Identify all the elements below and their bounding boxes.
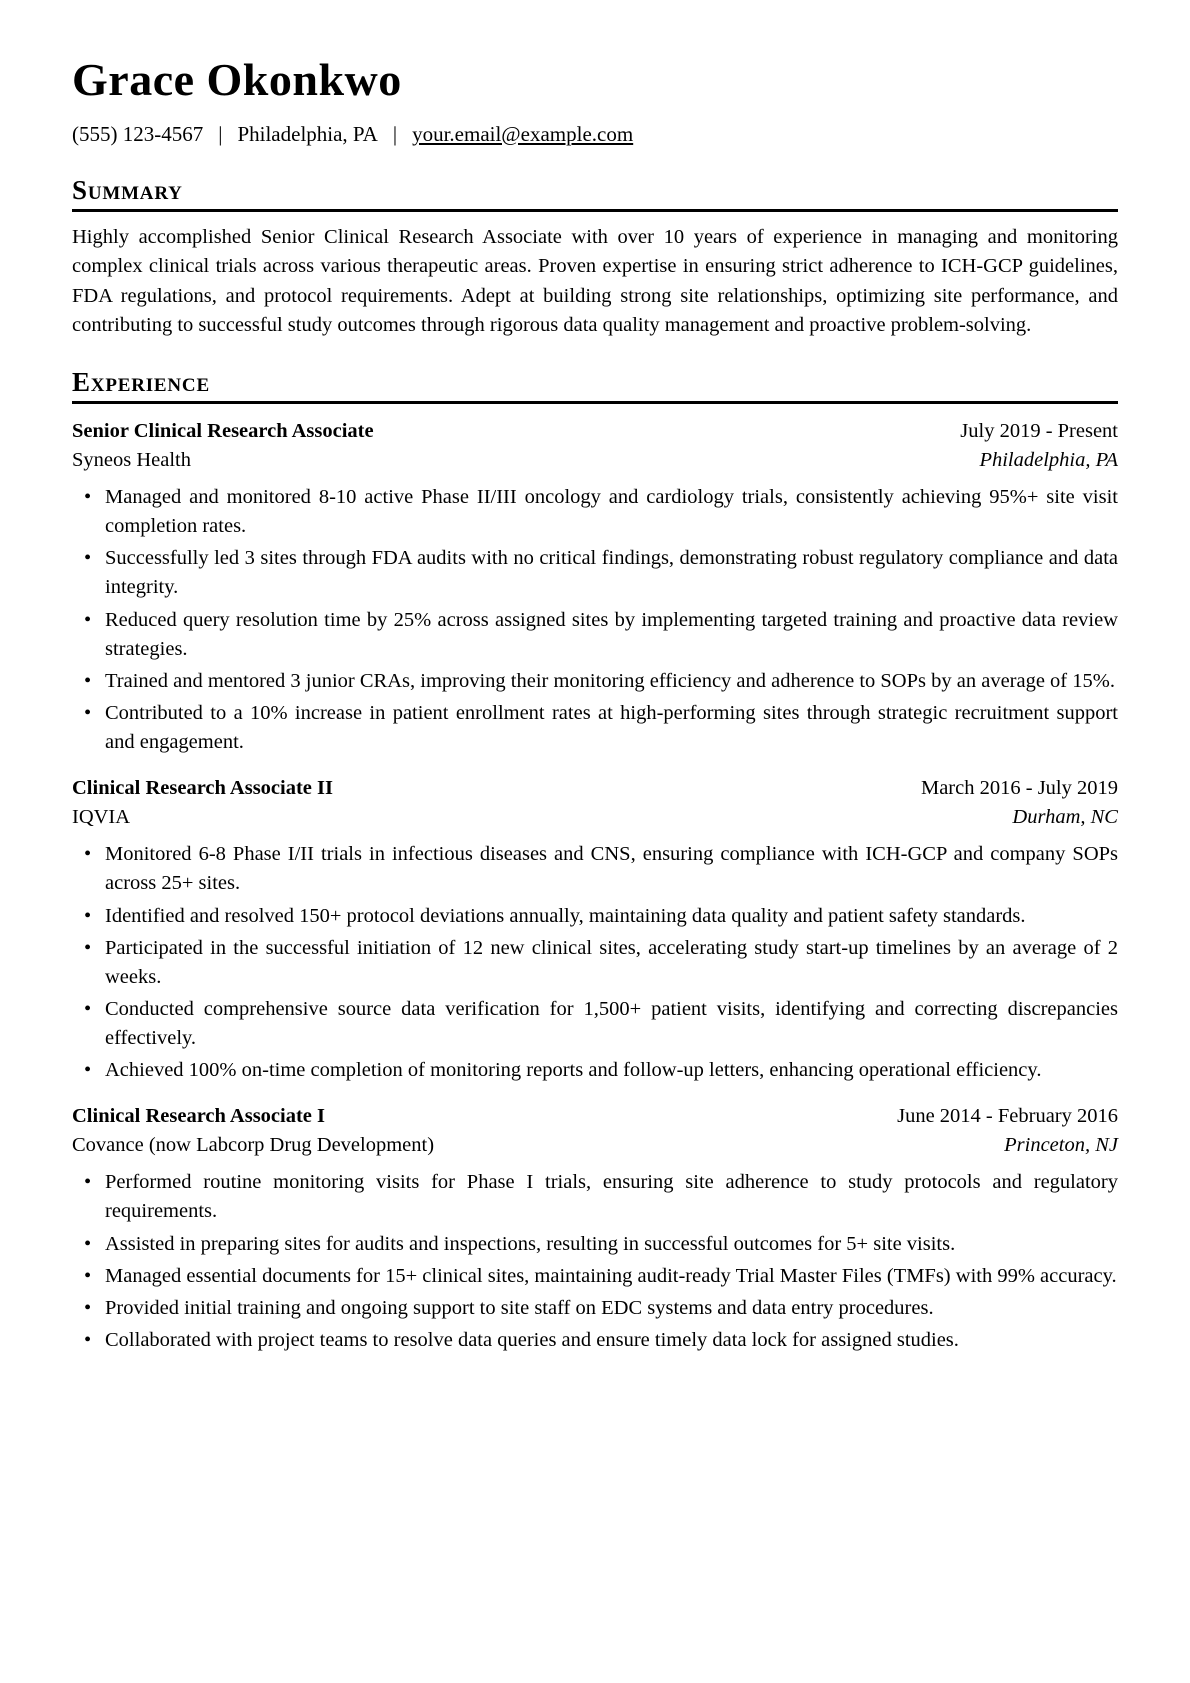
location-text: Philadelphia, PA xyxy=(237,121,378,146)
job-entry xyxy=(72,417,1118,757)
job-location: Philadelphia, PA xyxy=(979,448,1118,471)
job-header-row xyxy=(72,774,1118,803)
job-subheader-row xyxy=(72,803,1118,832)
job-bullets xyxy=(72,483,1118,757)
separator: | xyxy=(218,121,223,146)
job-title: Senior Clinical Research Associate xyxy=(72,419,374,442)
job-dates: July 2019 - Present xyxy=(960,419,1118,442)
job-dates: June 2014 - February 2016 xyxy=(897,1105,1118,1128)
bullet-item: • Conducted comprehensive source data verification for 1,500+ patient visits, identifying and correcting discrepancies effectively. xyxy=(72,995,1118,1053)
email-link[interactable]: your.email@example.com xyxy=(412,121,634,146)
bullet-item: • Identified and resolved 150+ protocol deviations annually, maintaining data quality and patient safety standards. xyxy=(72,902,1118,931)
bullet-item: • Managed and monitored 8-10 active Phase II/III oncology and cardiology trials, consistently achieving 95%+ site visit completion rates. xyxy=(72,483,1118,541)
job-dates: March 2016 - July 2019 xyxy=(920,777,1118,800)
job-location: Durham, NC xyxy=(1012,806,1118,829)
job-bullets xyxy=(72,840,1118,1085)
job-title: Clinical Research Associate II xyxy=(72,777,333,800)
job-list xyxy=(72,417,1118,1355)
bullet-item: • Monitored 6-8 Phase I/II trials in infectious diseases and CNS, ensuring compliance with ICH-GCP and company SOPs across 25+ sites. xyxy=(72,840,1118,898)
bullet-item: • Participated in the successful initiation of 12 new clinical sites, accelerating study start-up timelines by an average of 2 weeks. xyxy=(72,934,1118,992)
job-header-row xyxy=(72,1102,1118,1131)
bullet-item: • Collaborated with project teams to resolve data queries and ensure timely data lock for assigned studies. xyxy=(72,1326,1118,1355)
bullet-item: • Managed essential documents for 15+ clinical sites, maintaining audit-ready Trial Master Files (TMFs) with 99% accuracy. xyxy=(72,1262,1118,1291)
bullet-item: • Achieved 100% on-time completion of monitoring reports and follow-up letters, enhancing operational efficiency. xyxy=(72,1056,1118,1085)
phone-number: (555) 123-4567 xyxy=(72,121,204,146)
job-subheader-row xyxy=(72,1131,1118,1160)
job-entry xyxy=(72,1102,1118,1355)
bullet-item: • Trained and mentored 3 junior CRAs, improving their monitoring efficiency and adherence to SOPs by an average of 15%. xyxy=(72,667,1118,696)
job-title: Clinical Research Associate I xyxy=(72,1105,325,1128)
job-subheader-row xyxy=(72,446,1118,475)
summary-section xyxy=(72,175,1118,339)
summary-paragraph: Highly accomplished Senior Clinical Research Associate with over 10 years of experience in managing and monitoring complex clinical trials across various therapeutic areas. Proven expertise in ensuring strict adherence to ICH-GCP guidelines, FDA regulations, and protocol requirements. Adept at building strong site relationships, optimizing site performance, and contributing to successful study outcomes through rigorous data quality management and proactive problem-solving. xyxy=(72,226,1118,336)
job-header-row xyxy=(72,417,1118,446)
contact-line xyxy=(72,120,1118,150)
person-name: Grace Okonkwo xyxy=(72,54,402,105)
job-company: IQVIA xyxy=(72,806,131,829)
job-company: Covance (now Labcorp Drug Development) xyxy=(72,1134,435,1157)
bullet-item: • Contributed to a 10% increase in patient enrollment rates at high-performing sites through strategic recruitment support and engagement. xyxy=(72,699,1118,757)
bullet-item: • Assisted in preparing sites for audits and inspections, resulting in successful outcomes for 5+ site visits. xyxy=(72,1230,1118,1259)
experience-section xyxy=(72,367,1118,1355)
separator: | xyxy=(392,121,398,146)
job-bullets xyxy=(72,1168,1118,1355)
bullet-item: • Performed routine monitoring visits for Phase I trials, ensuring site adherence to study protocols and regulatory requirements. xyxy=(72,1168,1118,1226)
bullet-item: • Provided initial training and ongoing support to site staff on EDC systems and data entry procedures. xyxy=(72,1294,1118,1323)
summary-heading: Summary xyxy=(72,175,1118,212)
job-location: Princeton, NJ xyxy=(1004,1134,1118,1157)
bullet-item: • Successfully led 3 sites through FDA audits with no critical findings, demonstrating robust regulatory compliance and data integrity. xyxy=(72,544,1118,602)
experience-heading: Experience xyxy=(72,367,1118,404)
bullet-item: • Reduced query resolution time by 25% across assigned sites by implementing targeted training and proactive data review strategies. xyxy=(72,606,1118,664)
job-company: Syneos Health xyxy=(72,448,191,471)
job-entry xyxy=(72,774,1118,1085)
